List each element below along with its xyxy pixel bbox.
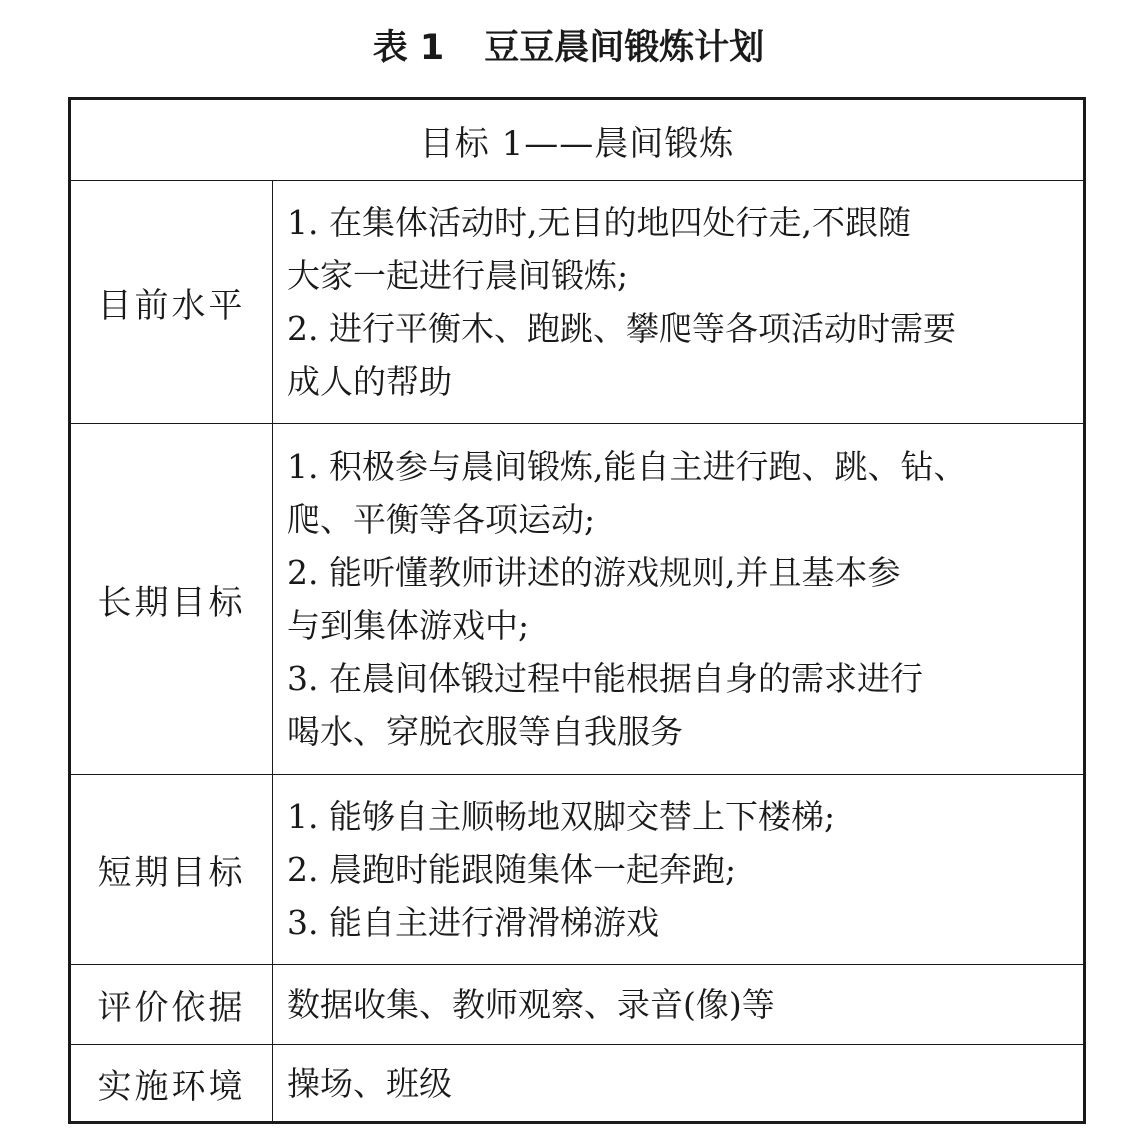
content-line: 数据收集、教师观察、录音(像)等 — [287, 985, 775, 1024]
row-content-evaluation-basis — [273, 965, 1085, 1045]
row-content-environment — [273, 1045, 1085, 1123]
table-row — [70, 424, 1085, 775]
content-line: 1. 能够自主顺畅地双脚交替上下楼梯; — [287, 797, 836, 836]
row-label-current-level: 目前水平 — [70, 181, 273, 424]
table-caption — [0, 18, 1137, 78]
table-row — [70, 181, 1085, 424]
row-label-evaluation-basis: 评价依据 — [70, 965, 273, 1045]
content-line: 操场、班级 — [287, 1063, 452, 1103]
row-content-current-level — [273, 181, 1085, 424]
content-line: 3. 在晨间体锻过程中能根据自身的需求进行 — [287, 659, 923, 698]
row-content-short-term-goal — [273, 775, 1085, 965]
row-content-long-term-goal — [273, 424, 1085, 775]
content-line: 2. 晨跑时能跟随集体一起奔跑; — [287, 850, 737, 889]
table-title: 豆豆晨间锻炼计划 — [484, 28, 765, 68]
content-line: 与到集体游戏中; — [287, 606, 530, 645]
table-header-row — [70, 99, 1085, 181]
row-label-short-term-goal: 短期目标 — [70, 775, 273, 965]
row-label-environment: 实施环境 — [70, 1045, 273, 1123]
content-line: 1. 在集体活动时,无目的地四处行走,不跟随 — [287, 203, 911, 242]
content-line: 成人的帮助 — [287, 362, 452, 401]
goal-header: 目标 1——晨间锻炼 — [70, 99, 1085, 181]
table-number: 表 1 — [372, 28, 445, 68]
content-line: 爬、平衡等各项运动; — [287, 500, 596, 539]
exercise-plan-table — [68, 97, 1086, 1124]
table-row — [70, 1045, 1085, 1123]
content-line: 大家一起进行晨间锻炼; — [287, 256, 629, 295]
content-line: 喝水、穿脱衣服等自我服务 — [287, 712, 683, 751]
content-line: 1. 积极参与晨间锻炼,能自主进行跑、跳、钻、 — [287, 447, 967, 486]
row-label-long-term-goal: 长期目标 — [70, 424, 273, 775]
content-line: 3. 能自主进行滑滑梯游戏 — [287, 903, 659, 942]
table-row — [70, 775, 1085, 965]
content-line: 2. 能听懂教师讲述的游戏规则,并且基本参 — [287, 553, 901, 592]
table-row — [70, 965, 1085, 1045]
content-line: 2. 进行平衡木、跑跳、攀爬等各项活动时需要 — [287, 309, 956, 348]
